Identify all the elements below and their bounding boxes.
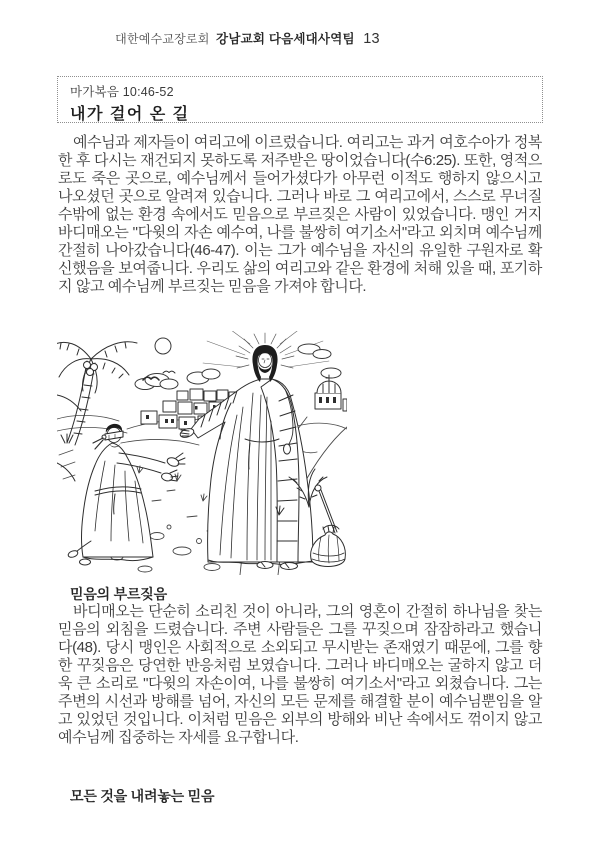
faith-cry-paragraph: 바디매오는 단순히 소리친 것이 아니라, 그의 영혼이 간절히 하나님을 찾는 믿음의 외침을 드렸습니다. 주변 사람들은 그를 꾸짖으며 잠잠하라고 했습니다(48). 당시 맹인은 사회적으로 소외되고 무시받는 존재였기 때문에, 그를 향한 꾸짖음은 당연한 반응처럼 보였습니다. 그러나 바디매오는 굴하지 않고 더욱 큰 소리로 "다윗의 자손이여, 나를 불쌍히 여기소서"라고 외쳤습니다. 그는 주변의 시선과 방해를 넘어, 자신의 모든 문제를 해결할 분이 예수님뿐임을 알고 있었던 것입니다. 이처럼 믿음은 외부의 방해와 비난 속에서도 꺾이지 않고 예수님께 집중하는 자세를 요구합니다. (58, 603, 542, 746)
page-number: 13 (363, 31, 380, 47)
illustration-svg (57, 331, 347, 575)
team-name: 강남교회 다음세대사역팀 (216, 32, 355, 46)
lesson-title: 내가 걸어 온 길 (70, 106, 190, 123)
org-name: 대한예수교장로회 (115, 32, 210, 46)
intro-paragraph: 예수님과 제자들이 여리고에 이르렀습니다. 여리고는 과거 여호수아가 정복한 후 다시는 재건되지 못하도록 저주받은 땅이었습니다(수6:25). 또한, 영적으로도 죽은 곳으로, 예수님께서 들어가셨다가 아무런 이적도 행하지 않으시고 나오셨던 곳으로 알려져 있습니다. 그러나 바로 그 여리고에서, 스스로 무너질 수밖에 없는 환경 속에서도 믿음으로 부르짖은 사람이 있었습니다. 맹인 거지 바디매오는 "다윗의 자손 예수여, 나를 불쌍히 여기소서"라고 외치며 예수님께 간절히 나아갔습니다(46-47). 이는 그가 예수님을 자신의 유일한 구원자로 확신했음을 보여줍니다. 우리도 삶의 여리고와 같은 환경에 처해 있을 때, 포기하지 않고 예수님께 부르짖는 믿음을 가져야 합니다. (58, 134, 542, 295)
kneeling-man (67, 424, 185, 565)
scripture-reference: 마가복음 10:46-52 (70, 85, 174, 99)
bartimaeus-illustration (57, 331, 347, 575)
dome-building (315, 375, 347, 411)
scripture-box (57, 76, 543, 123)
page-header (0, 29, 495, 47)
sun-icon (155, 338, 171, 354)
money-bag (311, 485, 346, 567)
section-heading-faith-cry: 믿음의 부르짖음 (70, 586, 167, 602)
section-heading-surrender-faith: 모든 것을 내려놓는 믿음 (70, 788, 215, 804)
jesus-figure (179, 333, 313, 570)
